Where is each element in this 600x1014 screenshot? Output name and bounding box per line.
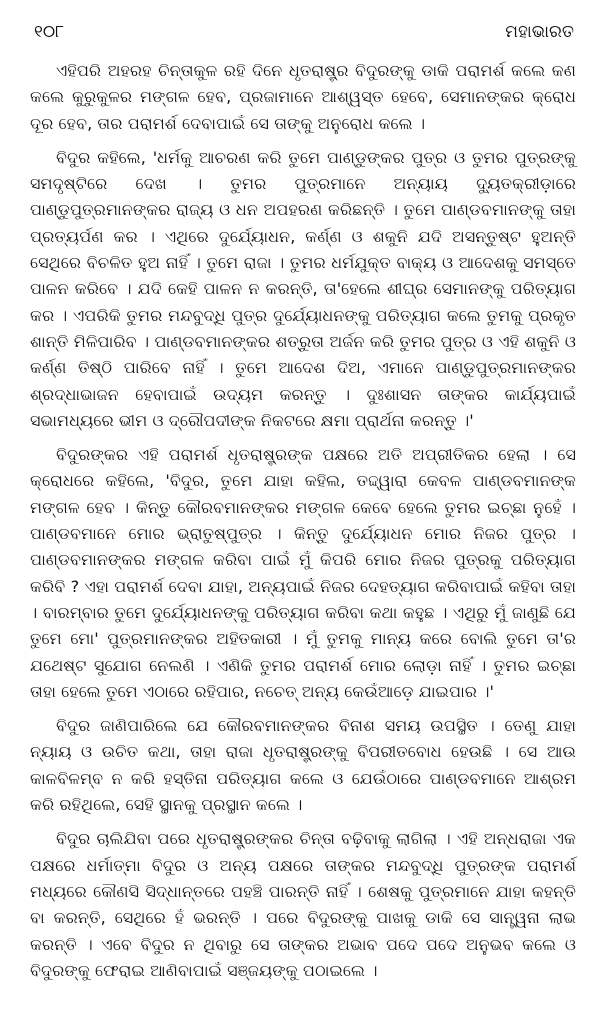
page-header [30, 22, 576, 58]
paragraph: ବିଦୁରଙ୍କର ଏହି ପରାମର୍ଶ ଧୃତରାଷ୍ଟ୍ରଙ୍କ ପକ୍ଷରେ ଅତି ଅପ୍ରୀତିକର ହେଲା । ସେ କ୍ରୋଧରେ କହିଲେ, 'ବିଦୁର, ତୁମେ ଯାହା କହିଲ, ତଦ୍ଦ୍ୱାରା କେବଳ ପାଣ୍ଡବମାନଙ୍କ ମଙ୍ଗଳ ହେବ । କିନ୍ତୁ କୌରବମାନଙ୍କର ମଙ୍ଗଳ କେବେ ହେଲେ ତୁମର ଇଚ୍ଛା ନୁହେଁ । ପାଣ୍ଡବମାନେ ମୋର ଭ୍ରାତୁଷ୍ପୁତ୍ର । କିନ୍ତୁ ଦୁର୍ଯ୍ୟୋଧନ ମୋର ନିଜର ପୁତ୍ର । ପାଣ୍ଡବମାନଙ୍କର ମଙ୍ଗଳ କରିବା ପାଇଁ ମୁଁ କିପରି ମୋର ନିଜର ପୁତ୍ରକୁ ପରିତ୍ୟାଗ କରିବି ? ଏହା ପରାମର୍ଶ ଦେବା ଯାହା, ଅନ୍ୟପାଇଁ ନିଜର ଦେହତ୍ୟାଗ କରିବାପାଇଁ କହିବା ତାହା । ବାରମ୍ବାର ତୁମେ ଦୁର୍ଯ୍ୟୋଧନଙ୍କୁ ପରିତ୍ୟାଗ କରିବା କଥା କହୁଛ । ଏଥିରୁ ମୁଁ ଜାଣୁଛି ଯେ ତୁମେ ମୋ' ପୁତ୍ରମାନଙ୍କର ଅହିତକାରୀ । ମୁଁ ତୁମକୁ ମାନ୍ୟ କରେ ବୋଲି ତୁମେ ତା'ର ଯଥେଷ୍ଟ ସୁଯୋଗ ନେଲଣି । ଏଣିକି ତୁମର ପରାମର୍ଶ ମୋର ଲୋଡ଼ା ନାହିଁ । ତୁମର ଇଚ୍ଛା ତାହା ହେଲେ ତୁମେ ଏଠାରେ ରହିପାର, ନଚେତ୍ ଅନ୍ୟ କେଉଁଆଡ଼େ ଯାଇପାର ।' [30, 445, 576, 701]
page-number: ୧୦୮ [34, 22, 65, 42]
paragraph: ବିଦୁର ଚାଲିଯିବା ପରେ ଧୃତରାଷ୍ଟ୍ରଙ୍କର ଚିନ୍ତା ବଢ଼ିବାକୁ ଲାଗିଲା । ଏହି ଅନ୍ଧରାଜା ଏକ ପକ୍ଷରେ ଧର୍ମାତ୍ମା ବିଦୁର ଓ ଅନ୍ୟ ପକ୍ଷରେ ତାଙ୍କର ମନ୍ଦବୁଦ୍ଧି ପୁତ୍ରଙ୍କ ପରାମର୍ଶ ମଧ୍ୟରେ କୌଣସି ସିଦ୍ଧାନ୍ତରେ ପହଞ୍ଚି ପାରନ୍ତି ନାହିଁ । ଶେଷକୁ ପୁତ୍ରମାନେ ଯାହା କହନ୍ତି ବା କରନ୍ତି, ସେଥିରେ ହଁ ଭରନ୍ତି । ପରେ ବିଦୁରଙ୍କୁ ପାଖକୁ ଡାକି ସେ ସାନ୍ତ୍ୱନା ଲାଭ କରନ୍ତି । ଏବେ ବିଦୁର ନ ଥିବାରୁ ସେ ତାଙ୍କର ଅଭାବ ପଦେ ପଦେ ଅନୁଭବ କଲେ ଓ ବିଦୁରଙ୍କୁ ଫେରାଇ ଆଣିବାପାଇଁ ସଞ୍ଜୟଙ୍କୁ ପଠାଇଲେ । [30, 829, 576, 980]
paragraph: ଏହିପରି ଅହରହ ଚିନ୍ତାକୁଳ ରହି ଦିନେ ଧୃତରାଷ୍ଟ୍ର ବିଦୁରଙ୍କୁ ଡାକି ପରାମର୍ଶ କଲେ କଣ କଲେ କୁରୁକୁଳର ମଙ୍ଗଳ ହେବ, ପ୍ରଜାମାନେ ଆଶ୍ୱସ୍ତ ହେବେ, ସେମାନଙ୍କର କ୍ରୋଧ ଦୂର ହେବ, ତାର ପରାମର୍ଶ ଦେବାପାଇଁ ସେ ତାଙ୍କୁ ଅନୁରୋଧ କଲେ । [30, 61, 576, 133]
paragraph: ବିଦୁର ଜାଣିପାରିଲେ ଯେ କୌରବମାନଙ୍କର ବିନାଶ ସମୟ ଉପସ୍ଥିତ । ତେଣୁ ଯାହା ନ୍ୟାୟ ଓ ଉଚିତ କଥା, ତାହା ରାଜା ଧୃତରାଷ୍ଟ୍ରଙ୍କୁ ବିପରୀତବୋଧ ହେଉଛି । ସେ ଆଉ କାଳବିଳମ୍ବ ନ କରି ହସ୍ତିନା ପରିତ୍ୟାଗ କଲେ ଓ ଯେଉଁଠାରେ ପାଣ୍ଡବମାନେ ଆଶ୍ରମ କରି ରହିଥିଲେ, ସେହି ସ୍ଥାନକୁ ପ୍ରସ୍ଥାନ କଲେ । [30, 716, 576, 815]
body-text [30, 58, 576, 984]
paragraph: ବିଦୁର କହିଲେ, 'ଧର୍ମକୁ ଆଚରଣ କରି ତୁମେ ପାଣ୍ଡୁଙ୍କର ପୁତ୍ର ଓ ତୁମର ପୁତ୍ରଙ୍କୁ ସମଦୃଷ୍ଟିରେ ଦେଖ । ତୁମର ପୁତ୍ରମାନେ ଅନ୍ୟାୟ ଦ୍ୟୁତକ୍ରୀଡ଼ାରେ ପାଣ୍ଡୁପୁତ୍ରମାନଙ୍କର ରାଜ୍ୟ ଓ ଧନ ଅପହରଣ କରିଛନ୍ତି । ତୁମେ ପାଣ୍ଡବମାନଙ୍କୁ ତାହା ପ୍ରତ୍ୟର୍ପଣ କର । ଏଥିରେ ଦୁର୍ଯ୍ୟୋଧନ, କର୍ଣ୍ଣ ଓ ଶକୁନି ଯଦି ଅସନ୍ତୁଷ୍ଟ ହୁଅନ୍ତି ସେଥିରେ ବିଚଳିତ ହୁଅ ନାହିଁ । ତୁମେ ରାଜା । ତୁମର ଧର୍ମଯୁକ୍ତ ବାକ୍ୟ ଓ ଆଦେଶକୁ ସମସ୍ତେ ପାଳନ କରିବେ । ଯଦି କେହି ପାଳନ ନ କରନ୍ତି, ତା'ହେଲେ ଶୀଘ୍ର ସେମାନଙ୍କୁ ପରିତ୍ୟାଗ କର । ଏପରିକି ତୁମର ମନ୍ଦବୁଦ୍ଧି ପୁତ୍ର ଦୁର୍ଯ୍ୟୋଧନଙ୍କୁ ପରିତ୍ୟାଗ କଲେ ତୁମକୁ ପ୍ରକୃତ ଶାନ୍ତି ମିଳିପାରିବ । ପାଣ୍ଡବମାନଙ୍କର ଶତ୍ରୁତା ଅର୍ଜନ କରି ତୁମର ପୁତ୍ର ଓ ଏହି ଶକୁନି ଓ କର୍ଣ୍ଣ ତିଷ୍ଠି ପାରିବେ ନାହିଁ । ତୁମେ ଆଦେଶ ଦିଅ, ଏମାନେ ପାଣ୍ଡୁପୁତ୍ରମାନଙ୍କର ଶ୍ରଦ୍ଧାଭାଜନ ହେବାପାଇଁ ଉଦ୍ୟମ କରନ୍ତୁ । ଦୁଃଶାସନ ତାଙ୍କର କାର୍ଯ୍ୟପାଇଁ ସଭାମଧ୍ୟରେ ଭୀମ ଓ ଦ୍ରୌପଦୀଙ୍କ ନିକଟରେ କ୍ଷମା ପ୍ରାର୍ଥନା କରନ୍ତୁ ।' [30, 147, 576, 430]
running-title: ମହାଭାରତ [505, 22, 574, 42]
